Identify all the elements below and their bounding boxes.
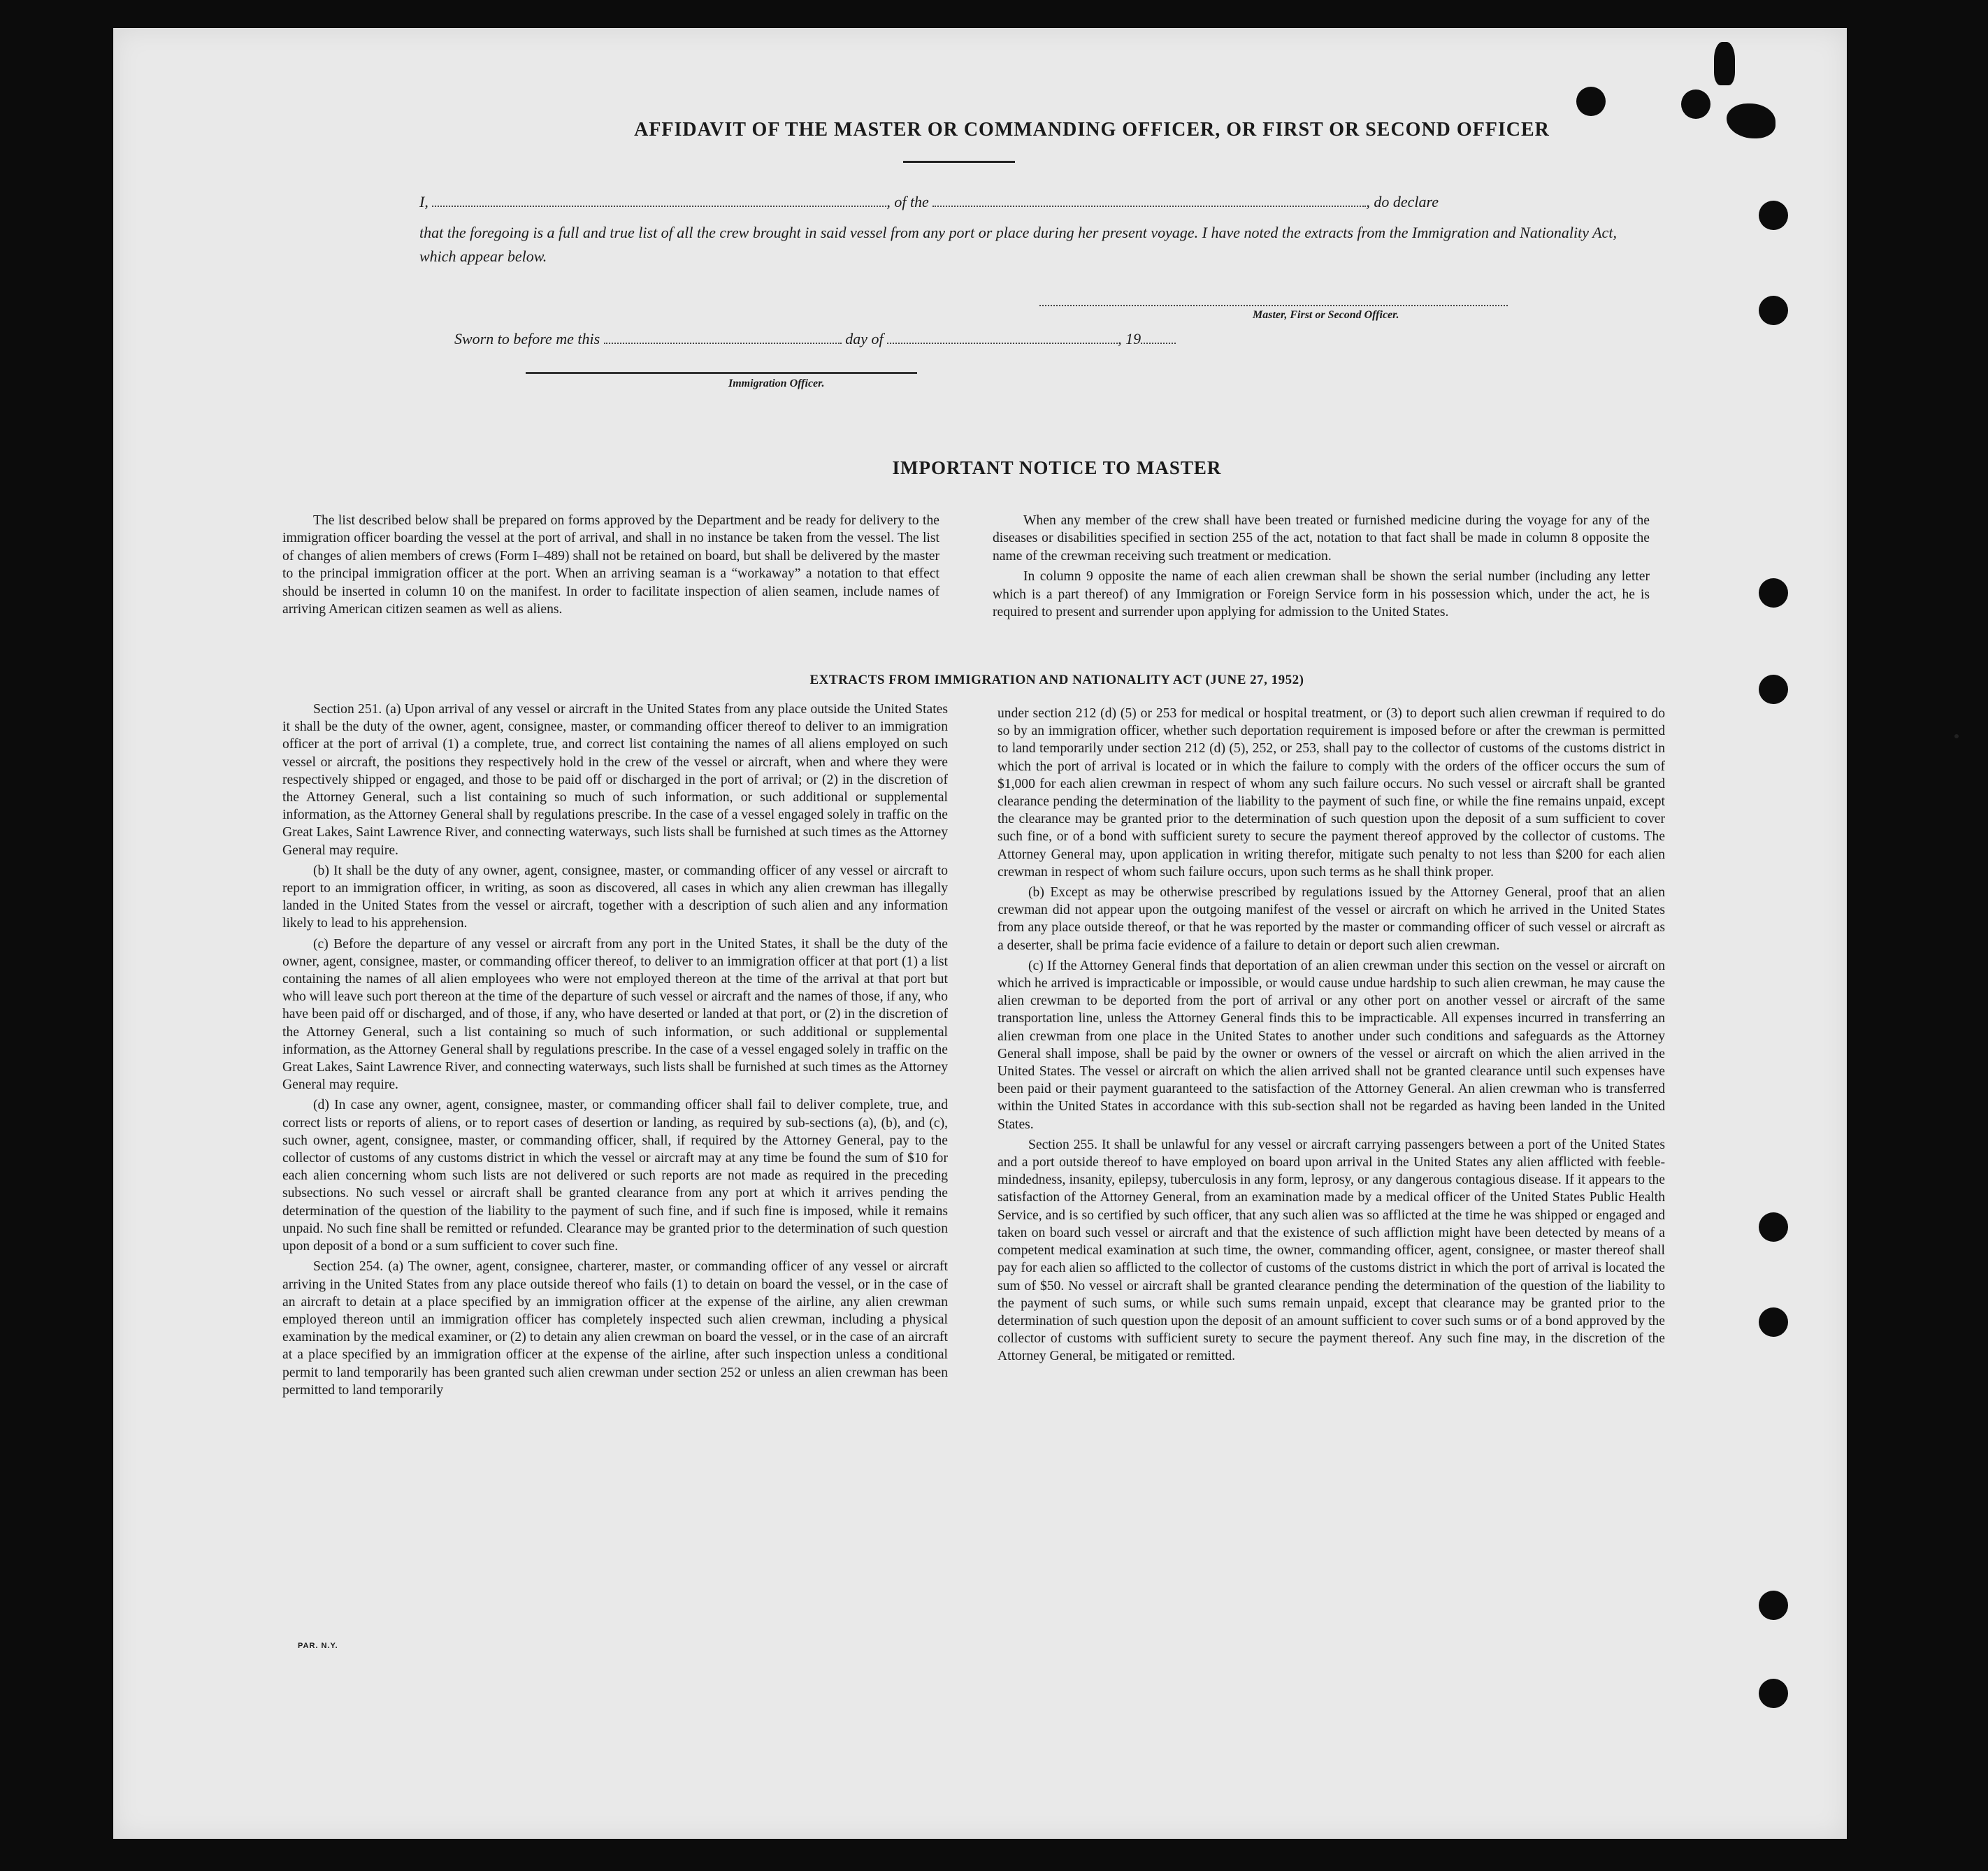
extract-paragraph: (c) Before the departure of any vessel or aircraft from any port in the United States, it shall be the duty of the owner, agent, consignee, master, or commanding officer thereof, to deliver to an immigration officer at that port (1) a list containing the names of all alien employees who were not employed thereon at the time of the arrival at that port but who will leave such port thereon at the time of the departure of such vessel or aircraft and the names of those, if any, who have been paid off or discharged, and of those, if any, who have deserted or landed at that port, or (2) in the discretion of the Attorney General, such a list containing so much of such information, or such additional or supplemental information, as the Attorney General shall by regulations prescribe. In the case of a vessel engaged solely in traffic on the Great Lakes, Saint Lawrence River, and connecting waterways, such lists shall be furnished at such times as the Attorney General may require. xyxy=(282,936,948,1093)
extract-paragraph: (c) If the Attorney General finds that deportation of an alien crewman under this section on the vessel or aircraft on which he arrived is impracticable or impossible, or would cause undue hardship to such alien crewman, he may cause the alien crewman to be deported from the port of arrival or any other port on another vessel or aircraft of the same transportation line, unless the Attorney General finds this to be impracticable. All expenses incurred in transferring an alien crewman from one place in the United States to another under such conditions and safeguards as the Attorney General shall impose, shall be paid by the owner or owners of the vessel or aircraft on which the alien arrived in the United States. The vessel or aircraft on which the alien arrived shall not be granted clearance until such expenses have been paid or their payment guaranteed to the satisfaction of the Attorney General. An alien crewman who is transferred within the United States in accordance with this sub-section shall not be regarded as having been landed in the United States. xyxy=(997,958,1665,1132)
binder-hole xyxy=(1759,1212,1788,1242)
year-blank[interactable] xyxy=(1141,330,1176,344)
binder-hole xyxy=(1759,1679,1788,1708)
sworn-month-blank[interactable] xyxy=(887,330,1118,344)
document-page xyxy=(113,28,1847,1839)
extracts-right-column xyxy=(997,705,1665,1368)
sworn-line xyxy=(454,330,1363,348)
binder-hole xyxy=(1759,1591,1788,1620)
immigration-officer-label: Immigration Officer. xyxy=(728,378,825,389)
extract-paragraph: (b) Except as may be otherwise prescribed by regulations issued by the Attorney General, proof that an alien crewman did not appear upon the outgoing manifest of the vessel or aircraft on which he arrived in the United States from any place outside thereof, or that he was reported by the master or commanding officer of such vessel or aircraft as a deserter, shall be prima facie evidence of a failure to detain or deport such alien crewman. xyxy=(997,885,1665,953)
sworn-day-blank[interactable] xyxy=(604,330,842,344)
ink-blot xyxy=(1714,42,1735,85)
title-divider xyxy=(903,161,1015,163)
binder-hole xyxy=(1576,87,1606,116)
notice-paragraph: The list described below shall be prepared on forms approved by the Department and be ready for delivery to the immigration officer boarding the vessel at the port of arrival, and shall in no instance be taken from the vessel. The list of changes of alien members of crews (Form I–489) shall not be retained on board, but shall be delivered by the master to the principal immigration officer at the port. When an arriving seaman is a “workaway” a notation to that effect should be inserted in column 10 on the manifest. In order to facilitate inspection of alien seamen, include names of arriving American citizen seamen as well as aliens. xyxy=(282,513,939,617)
binder-hole xyxy=(1759,201,1788,230)
binder-hole xyxy=(1759,675,1788,704)
binder-hole xyxy=(1759,578,1788,608)
day-of-label: day of xyxy=(845,330,884,347)
vessel-blank[interactable] xyxy=(932,193,1366,207)
declaration-text: that the foregoing is a full and true list of all the crew brought in said vessel from any port or place during her present voyage. I have noted the extracts from the Immigration and Nationality Act, which appear below. xyxy=(419,224,1617,265)
extract-paragraph: (b) It shall be the duty of any owner, agent, consignee, master, or commanding officer of any vessel or aircraft to report to an immigration officer, in writing, as soon as discovered, all cases in which any alien crewman has illegally landed in the United States from the vessel or aircraft, together with a description of such alien and any information likely to lead to his apprehension. xyxy=(282,863,948,931)
master-signature-label: Master, First or Second Officer. xyxy=(1253,309,1399,321)
notice-right-column xyxy=(993,512,1650,624)
printer-mark: PAR. N.Y. xyxy=(298,1642,338,1650)
extract-paragraph: Section 255. It shall be unlawful for any vessel or aircraft carrying passengers between a port of the United States and a port outside thereof to have employed on board upon arrival in the United States any alien afflicted with feeble-mindedness, insanity, epilepsy, tuberculosis in any form, leprosy, or any dangerous contagious disease. If it appears to the satisfaction of the Attorney General, from an examination made by a medical officer of the United States Public Health Service, and is so certified by such officer, that any such alien was so afflicted at the time he was shipped or engaged and taken on board such vessel or aircraft and that the existence of such affliction might have been detected by means of a competent medical examination at such time, the owner, commanding officer, agent, consignee, or master thereof shall pay for each alien so afflicted to the collector of customs of the customs district in which the port of arrival is located the sum of $50. No vessel or aircraft shall be granted clearance pending the determination of the question of the liability to the payment of such sums, or while such sums remain unpaid, except that clearance may be granted prior to the determination of such question upon the deposit of an amount sufficient to cover such sums or of a bond approved by the collector of customs with sufficient surety to secure the payment thereof. Any such fine may, in the discretion of the Attorney General, be mitigated or remitted. xyxy=(997,1137,1665,1364)
declaration-of-the: , of the xyxy=(886,193,929,210)
notice-paragraph: When any member of the crew shall have been treated or furnished medicine during the voyage for any of the diseases or disabilities specified in section 255 of the act, notation to that fact shall be made in column 8 opposite the name of the crewman receiving such treatment or medication. xyxy=(993,513,1650,564)
extract-paragraph: under section 212 (d) (5) or 253 for medical or hospital treatment, or (3) to deport such alien crewman if required to do so by an immigration officer, whether such deportation requirement is imposed before or after the crewman is permitted to land temporarily under section 212 (d) (5), 252, or 253, shall pay to the collector of customs of the customs district in which the port of arrival is located or in which the failure to comply with the orders of the officer occurs the sum of $1,000 for each alien crewman in respect of whom any such failure occurs. No such vessel or aircraft shall be granted clearance pending the determination of the liability to the payment of such fine, or while the fine remains unpaid, except the clearance may be granted prior to the determination of such question upon the deposit of a sum sufficient to cover such fine, or of a bond with sufficient surety to secure the payment thereof approved by the collector of customs. The Attorney General may, upon application in writing therefor, mitigate such penalty to not less than $200 for each alien crewman in respect of whom such failure occurs, upon such terms as he shall think proper. xyxy=(997,706,1665,880)
extract-paragraph: Section 254. (a) The owner, agent, consignee, charterer, master, or commanding officer of any vessel or aircraft arriving in the United States from any place outside thereof who fails (1) to detain on board the vessel, or in the case of an aircraft to detain at a place specified by an immigration officer at the expense of the airline, any alien crewman employed thereon until an immigration officer has completely inspected such alien crewman, including a physical examination by the medical examiner, or (2) to detain any alien crewman on board the vessel, or in the case of an aircraft at a place specified by an immigration officer at the expense of the airline, after such inspection unless a conditional permit to land temporarily has been granted such alien crewman under section 252 or unless an alien crewman has been permitted to land temporarily xyxy=(282,1259,948,1398)
notice-title: IMPORTANT NOTICE TO MASTER xyxy=(892,457,1222,478)
declaration-line xyxy=(419,193,1623,211)
binder-hole xyxy=(1759,1307,1788,1337)
extracts-left-column xyxy=(282,701,948,1402)
declaration-i: I, xyxy=(419,193,428,210)
extract-paragraph: Section 251. (a) Upon arrival of any vessel or aircraft in the United States from any place outside the United States it shall be the duty of the owner, agent, consignee, master, or commanding officer thereof to deliver to an immigration officer at the port of arrival (1) a complete, true, and correct list containing the names of all aliens employed on such vessel or aircraft, the positions they respectively hold in the crew of the vessel or aircraft, when and where they were respectively shipped or engaged, and those to be paid off or discharged in the port of arrival; or (2) in the discretion of the Attorney General, such a list containing so much of such information, or such additional or supplemental information, as the Attorney General shall by regulations prescribe. In the case of a vessel engaged solely in traffic on the Great Lakes, Saint Lawrence River, and connecting waterways, such lists shall be furnished at such times as the Attorney General may require. xyxy=(282,702,948,858)
year-label: , 19 xyxy=(1118,330,1141,347)
sworn-label: Sworn to before me this xyxy=(454,330,600,347)
extract-paragraph: (d) In case any owner, agent, consignee, master, or commanding officer shall fail to deliver complete, true, and correct lists or reports of aliens, or to report cases of desertion or landing, as required by sub-sections (a), (b), and (c), such owner, agent, consignee, master, or commanding officer, shall, if required by the Attorney General, pay to the collector of customs of any customs district in which the vessel or aircraft may at any time be found the sum of $10 for each alien concerning whom such lists are not delivered or such reports are not made as required in the preceding subsections. No such vessel or aircraft shall be granted clearance from any port at which it arrives pending the determination of the question of the liability to the payment of such fine, and if such fine is imposed, while it remains unpaid. No such fine shall be remitted or refunded. Clearance may be granted prior to the determination of such question upon deposit of a bond or a sum sufficient to cover such fine. xyxy=(282,1098,948,1254)
affidavit-title: AFFIDAVIT OF THE MASTER OR COMMANDING OFFICER, OR FIRST OR SECOND OFFICER xyxy=(634,119,1550,141)
extracts-title: EXTRACTS FROM IMMIGRATION AND NATIONALITY ACT (JUNE 27, 1952) xyxy=(809,673,1304,687)
binder-hole xyxy=(1681,89,1710,119)
declaration-do-declare: , do declare xyxy=(1366,193,1439,210)
master-signature-line[interactable] xyxy=(1039,305,1508,306)
name-blank[interactable] xyxy=(432,193,886,207)
immigration-officer-signature-line[interactable] xyxy=(526,372,917,374)
notice-paragraph: In column 9 opposite the name of each alien crewman shall be shown the serial number (including any letter which is a part thereof) of any Immigration or Foreign Service form in his possession which, under the act, he is required to present and surrender upon applying for admission to the United States. xyxy=(993,569,1650,620)
notice-left-column xyxy=(282,512,939,621)
margin-speck xyxy=(1954,734,1959,738)
binder-hole xyxy=(1759,296,1788,325)
